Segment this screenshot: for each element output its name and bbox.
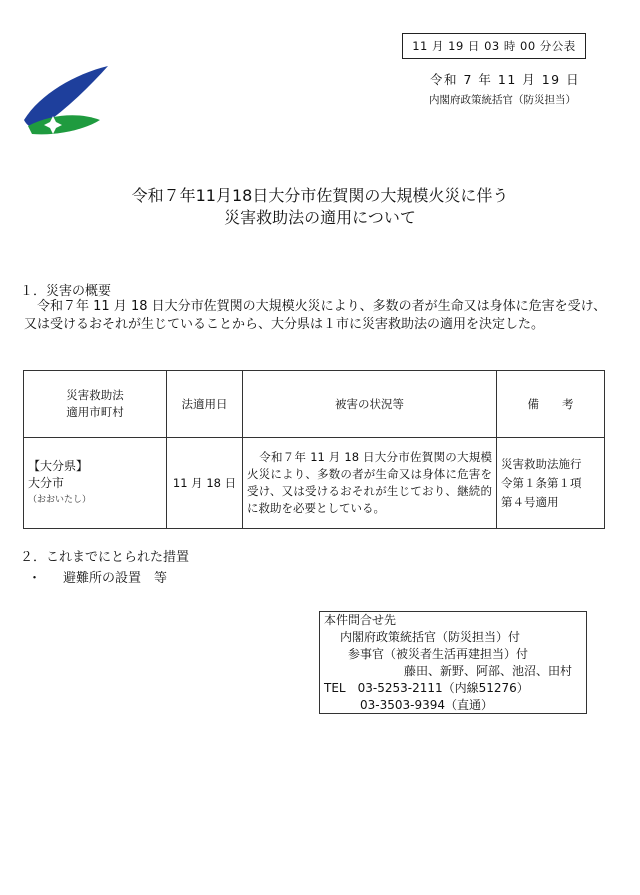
- table-row: [24, 438, 605, 529]
- table-header-date: 法適用日: [167, 371, 243, 438]
- contact-title: 本件問合せ先: [324, 613, 397, 627]
- cell-municipality: [24, 438, 167, 529]
- measure-text: 避難所の設置 等: [63, 571, 168, 586]
- section1-body-text: 令和７年 11 月 18 日大分市佐賀関の大規模火災により、多数の者が生命又は身体に危害を受け、又は受けるおそれが生じていることから、大分県は１市に災害救助法の適用を決定した。: [24, 299, 607, 332]
- city: 大分市: [28, 475, 65, 490]
- prefecture: 【大分県】: [28, 458, 89, 473]
- section1-heading: １．災害の概要: [20, 284, 112, 299]
- table-header-remarks: 備 考: [497, 371, 605, 438]
- contact-dept: 参事官（被災者生活再建担当）付: [348, 647, 529, 661]
- issue-date: 令和 7 年 11 月 19 日: [430, 72, 581, 87]
- contact-names: 藤田、新野、阿部、池沼、田村: [404, 664, 573, 678]
- contact-box: [319, 611, 587, 714]
- cell-application-date: 11 月 18 日: [167, 438, 243, 529]
- table-header-damage: 被害の状況等: [243, 371, 497, 438]
- page-title-line1: 令和７年11月18日大分市佐賀関の大規模火災に伴う: [131, 186, 509, 205]
- cell-remarks: [497, 438, 605, 529]
- header-municipality-line1: 災害救助法: [66, 388, 124, 402]
- city-kana: （おおいたし）: [28, 494, 92, 505]
- cabinet-office-logo-icon: [20, 64, 112, 142]
- damage-text: 令和７年 11 月 18 日大分市佐賀関の大規模火災により、多数の者が生命又は身体に危害を受け、又は受けるおそれが生じており、継続的に救助を必要としている。: [247, 450, 492, 515]
- page-title-line2: 災害救助法の適用について: [224, 208, 416, 227]
- release-time-box: [402, 33, 586, 59]
- contact-org: 内閣府政策統括官（防災担当）付: [340, 630, 521, 644]
- application-table: [23, 370, 605, 529]
- remarks-line1: 災害救助法施行: [501, 456, 582, 471]
- issuer: 内閣府政策統括官（防災担当）: [429, 94, 576, 106]
- header-municipality-line2: 適用市町村: [66, 405, 124, 419]
- table-header-municipality: [24, 371, 167, 438]
- contact-tel2: 03-3503-9394（直通）: [360, 698, 494, 712]
- measures-list-item: [28, 567, 167, 586]
- contact-tel1: TEL 03-5253-2111（内線51276）: [324, 681, 529, 695]
- bullet-icon: ・: [28, 571, 42, 586]
- table-header-row: [24, 371, 605, 438]
- section2-heading: ２．これまでにとられた措置: [20, 550, 190, 565]
- remarks-line3: 第４号適用: [501, 494, 559, 509]
- release-time: 11 月 19 日 03 時 00 分公表: [412, 39, 576, 53]
- cell-damage: [243, 438, 497, 529]
- section1-body: [24, 298, 616, 334]
- remarks-line2: 令第１条第１項: [501, 475, 582, 490]
